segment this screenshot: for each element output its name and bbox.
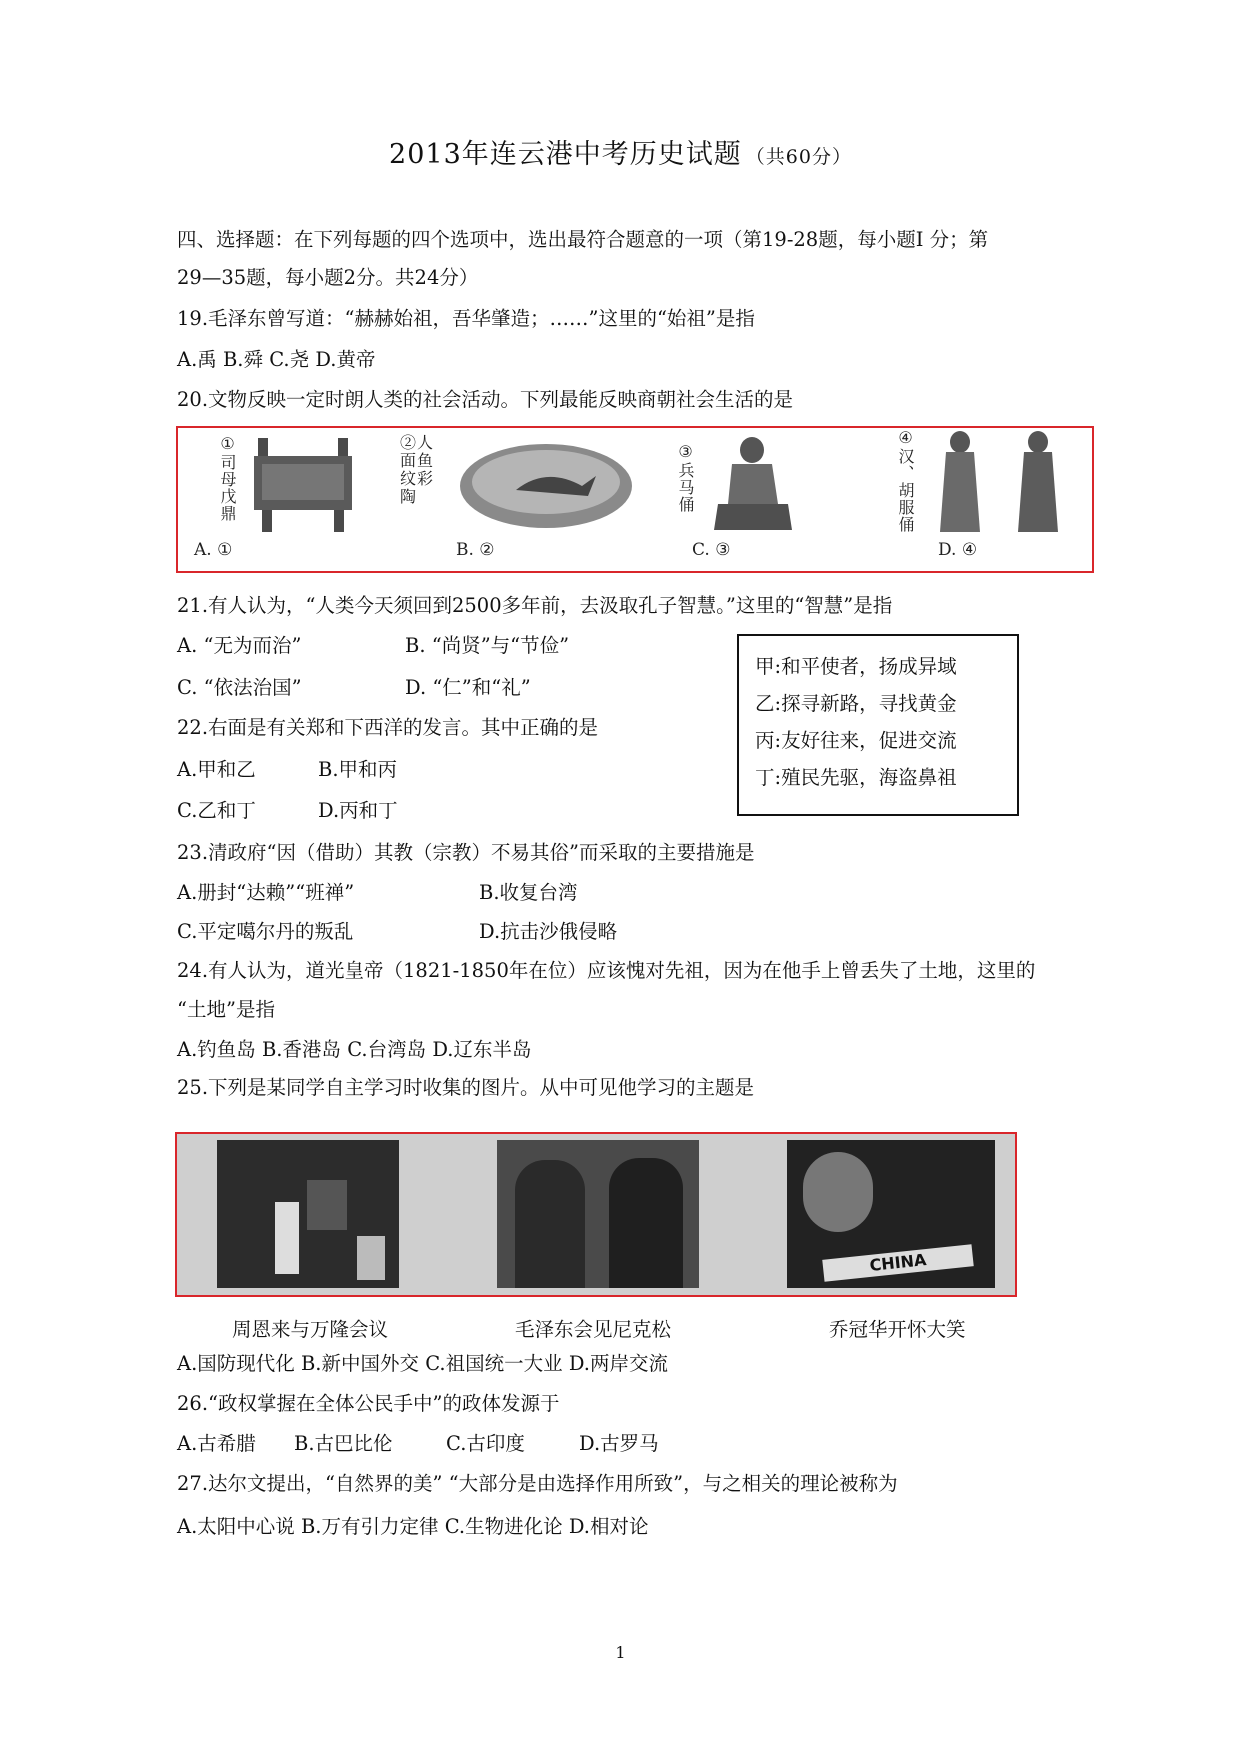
title-text: 2013年连云港中考历史试题 — [389, 139, 742, 170]
q21-option-d: D. “仁”和“礼” — [405, 676, 531, 699]
mao-nixon-meeting-photo — [497, 1140, 699, 1288]
q23-option-a: A.册封“达赖”“班禅” — [177, 881, 355, 904]
caption-qiao: 乔冠华开怀大笑 — [829, 1318, 966, 1341]
statement-bing: 丙:友好往来，促进交流 — [755, 729, 957, 752]
terracotta-warrior-image — [708, 434, 798, 534]
artifact-3-label: ③兵马俑 — [676, 442, 695, 513]
q24-stem-line1: 24.有人认为，道光皇帝（1821-1850年在位）应该愧对先祖，因为在他手上曾丢失了土地，这里的 — [177, 959, 1036, 982]
painted-pottery-basin-image — [456, 438, 636, 533]
section-instructions-line1: 四、选择题：在下列每题的四个选项中，选出最符合题意的一项（第19-28题，每小题I 分；第 — [177, 228, 989, 251]
q21-option-b: B. “尚贤”与“节俭” — [405, 634, 570, 657]
q25-options: A.国防现代化 B.新中国外交 C.祖国统一大业 D.两岸交流 — [177, 1352, 668, 1375]
q27-stem: 27.达尔文提出，“自然界的美” “大部分是由选择作用所致”，与之相关的理论被称为 — [177, 1472, 898, 1495]
q24-stem-line2: “土地”是指 — [177, 998, 275, 1021]
bandung-conference-photo — [217, 1140, 399, 1288]
q23-option-b: B.收复台湾 — [479, 881, 578, 904]
q21-option-c: C. “依法治国” — [177, 676, 302, 699]
q26-option-c: C.古印度 — [446, 1432, 525, 1455]
q19-options: A.禹 B.舜 C.尧 D.黄帝 — [177, 348, 376, 371]
qiao-guanhua-laughing-photo — [787, 1140, 995, 1288]
q23-stem: 23.清政府“因（借助）其教（宗教）不易其俗”而采取的主要措施是 — [177, 841, 755, 864]
page-number: 1 — [615, 1643, 626, 1662]
china-nameplate: CHINA — [822, 1244, 973, 1282]
q23-option-d: D.抗击沙俄侵略 — [479, 920, 618, 943]
q21-option-a: A. “无为而治” — [177, 634, 302, 657]
option-b-label: B. ② — [456, 540, 495, 560]
q22-option-a: A.甲和乙 — [177, 758, 256, 781]
caption-bandung: 周恩来与万隆会议 — [232, 1318, 389, 1341]
q24-options: A.钓鱼岛 B.香港岛 C.台湾岛 D.辽东半岛 — [177, 1038, 532, 1061]
q19-stem: 19.毛泽东曾写道：“赫赫始祖，吾华肇造；……”这里的“始祖”是指 — [177, 307, 755, 330]
option-a-label: A. ① — [194, 540, 233, 560]
option-c-label: C. ③ — [692, 540, 731, 560]
statement-jia: 甲:和平使者，扬成异域 — [755, 655, 957, 678]
artifact-4-label: ④汉、胡服俑 — [896, 428, 915, 533]
q21-stem: 21.有人认为，“人类今天须回到2500多年前，去汲取孔子智慧。”这里的“智慧”是指 — [177, 594, 893, 617]
q20-stem: 20.文物反映一定时朗人类的社会活动。下列最能反映商朝社会生活的是 — [177, 388, 794, 411]
q22-option-c: C.乙和丁 — [177, 799, 256, 822]
section-instructions-line2: 29—35题，每小题2分。共24分） — [177, 266, 479, 289]
title-score: （共60分） — [745, 146, 852, 168]
caption-mao-nixon: 毛泽东会见尼克松 — [515, 1318, 672, 1341]
q27-options: A.太阳中心说 B.万有引力定律 C.生物进化论 D.相对论 — [177, 1515, 649, 1538]
q22-stem: 22.右面是有关郑和下西洋的发言。其中正确的是 — [177, 716, 599, 739]
page-title — [0, 132, 1241, 171]
q20-artifact-figure — [176, 426, 1094, 573]
zhenghe-statements-box — [737, 634, 1019, 816]
q22-option-d: D.丙和丁 — [318, 799, 398, 822]
q22-option-b: B.甲和丙 — [318, 758, 398, 781]
q25-stem: 25.下列是某同学自主学习时收集的图片。从中可见他学习的主题是 — [177, 1076, 755, 1099]
statement-yi: 乙:探寻新路，寻找黄金 — [755, 692, 957, 715]
option-d-label: D. ④ — [938, 540, 978, 560]
ding-vessel-image — [250, 434, 360, 534]
q23-option-c: C.平定噶尔丹的叛乱 — [177, 920, 354, 943]
q25-photo-strip — [175, 1132, 1017, 1297]
q26-stem: 26.“政权掌握在全体公民手中”的政体发源于 — [177, 1392, 560, 1415]
statement-ding: 丁:殖民先驱，海盗鼻祖 — [755, 766, 957, 789]
q26-option-b: B.古巴比伦 — [294, 1432, 393, 1455]
q26-option-d: D.古罗马 — [579, 1432, 659, 1455]
artifact-1-label: ①司母戊鼎 — [218, 434, 237, 522]
artifact-2-label: ②人面鱼纹彩陶 — [400, 433, 435, 506]
q26-option-a: A.古希腊 — [177, 1432, 256, 1455]
han-hufu-figurines-image — [928, 428, 1078, 540]
